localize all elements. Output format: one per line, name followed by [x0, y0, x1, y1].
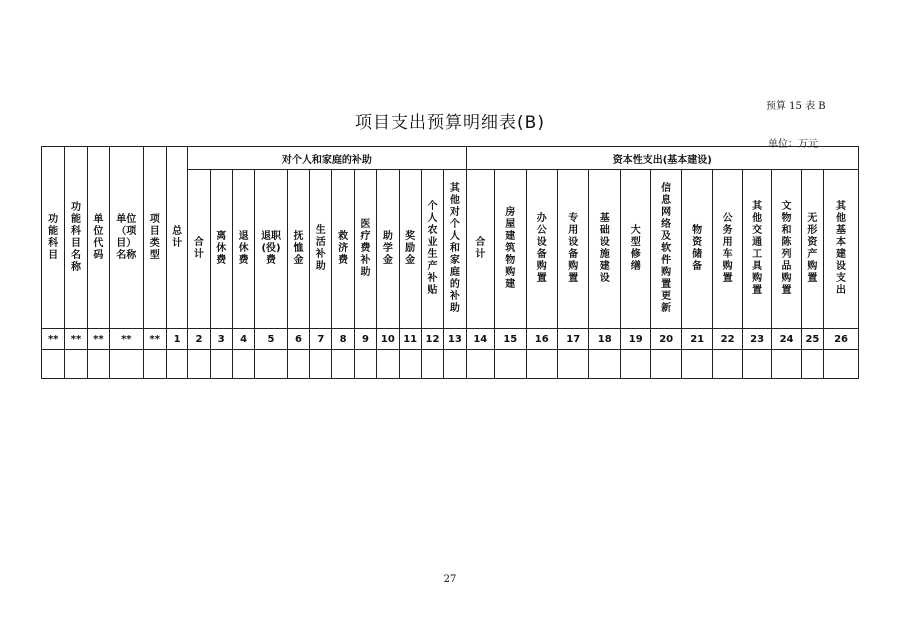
- header-cell: [558, 170, 589, 329]
- header-cell: [713, 170, 742, 329]
- header-cell-text: 救济费: [338, 231, 349, 266]
- number-cell: [824, 329, 859, 350]
- header-cell-text: 房屋建筑物购建: [505, 207, 516, 290]
- empty-cell: [495, 350, 526, 379]
- empty-cell: [772, 350, 801, 379]
- number-cell: [377, 329, 399, 350]
- number-cell: [65, 329, 87, 350]
- header-cell-text: 其他交通工具购置: [752, 201, 763, 296]
- number-cell-text: 24: [779, 333, 794, 345]
- number-cell: [287, 329, 309, 350]
- empty-cell: [526, 350, 557, 379]
- number-cell: [188, 329, 210, 350]
- header-cell: [495, 170, 526, 329]
- number-cell: [354, 329, 376, 350]
- header-cell-text: 退职(役)费: [261, 231, 282, 266]
- header-cell-text: 基础设施建设: [599, 213, 610, 284]
- header-cell-text: 信息网络及软件购置更新: [661, 183, 672, 314]
- header-cell: [354, 170, 376, 329]
- number-cell: [772, 329, 801, 350]
- number-cell-text: 8: [339, 333, 347, 345]
- number-cell-text: 22: [720, 333, 735, 345]
- empty-cell: [42, 350, 65, 379]
- header-cell: [620, 170, 650, 329]
- number-cell-text: **: [47, 333, 59, 345]
- number-cell-text: **: [93, 333, 104, 345]
- header-cell-text: 办公设备购置: [536, 213, 547, 284]
- number-cell-text: 12: [425, 333, 440, 345]
- number-cell-text: 14: [473, 333, 488, 345]
- header-cell: [310, 170, 332, 329]
- empty-cell: [354, 350, 376, 379]
- number-cell: [87, 329, 109, 350]
- number-cell: [166, 329, 187, 350]
- table-row: [42, 350, 859, 379]
- header-cell-text: 文物和陈列品购置: [781, 201, 792, 296]
- number-cell-text: 20: [659, 333, 674, 345]
- header-cell: [421, 170, 443, 329]
- number-cell-text: 13: [447, 333, 462, 345]
- header-cell-text: 功能科目: [48, 213, 59, 261]
- number-cell-text: 9: [362, 333, 369, 345]
- number-cell: [421, 329, 443, 350]
- number-cell-text: 11: [403, 333, 418, 345]
- number-cell: [110, 329, 144, 350]
- header-cell: [166, 147, 187, 329]
- header-cell: [255, 170, 288, 329]
- unit-label: 单位：万元: [768, 139, 818, 150]
- header-cell-text: 生活补助: [315, 225, 326, 272]
- header-cell: [232, 170, 254, 329]
- header-cell-text: 医疗费补助: [360, 219, 371, 278]
- group-header-personal: [188, 147, 466, 170]
- header-cell: [188, 170, 210, 329]
- number-cell: [681, 329, 712, 350]
- header-cell: [287, 170, 309, 329]
- empty-cell: [713, 350, 742, 379]
- empty-cell: [801, 350, 823, 379]
- empty-cell: [310, 350, 332, 379]
- empty-cell: [651, 350, 681, 379]
- header-cell: [210, 170, 232, 329]
- empty-cell: [232, 350, 254, 379]
- number-cell: [143, 329, 166, 350]
- header-cell-text: 合计: [193, 237, 204, 260]
- number-cell: [713, 329, 742, 350]
- header-group-row: [42, 147, 859, 170]
- header-cell: [42, 147, 65, 329]
- number-cell-text: **: [121, 333, 132, 345]
- empty-cell: [742, 350, 771, 379]
- header-cell-text: 专用设备购置: [568, 213, 579, 284]
- header-cell: [377, 170, 399, 329]
- number-cell: [495, 329, 526, 350]
- header-cell-text: 无形资产购置: [807, 213, 818, 284]
- header-cell-text: 物资储备: [692, 225, 703, 272]
- number-cell-text: **: [149, 333, 160, 345]
- header-cell-text: 离休费: [216, 231, 227, 266]
- header-cell: [143, 147, 166, 329]
- number-cell: [801, 329, 823, 350]
- empty-cell: [589, 350, 620, 379]
- empty-cell: [620, 350, 650, 379]
- empty-cell: [681, 350, 712, 379]
- header-cell: [65, 147, 87, 329]
- header-cell-text: 大型修缮: [630, 225, 641, 272]
- header-cell-text: 公务用车购置: [722, 213, 733, 284]
- number-cell: [444, 329, 466, 350]
- number-cell-text: 1: [173, 333, 181, 345]
- header-cell-text: 功能科目名称: [71, 201, 82, 273]
- number-cell-text: 25: [805, 333, 820, 345]
- header-cell-text: 总计: [172, 225, 183, 249]
- header-cell-text: 其他基本建设支出: [836, 201, 847, 296]
- header-cell: [466, 170, 494, 329]
- header-cell: [110, 147, 144, 329]
- number-cell-text: 19: [628, 333, 643, 345]
- number-cell: [651, 329, 681, 350]
- header-cell: [801, 170, 823, 329]
- number-cell: [42, 329, 65, 350]
- number-cell-text: 3: [217, 333, 225, 345]
- number-cell: [310, 329, 332, 350]
- empty-cell: [143, 350, 166, 379]
- page-number: 27: [443, 574, 457, 585]
- number-cell-text: 15: [503, 333, 518, 345]
- header-cell: [742, 170, 771, 329]
- empty-cell: [824, 350, 859, 379]
- header-cell: [772, 170, 801, 329]
- header-cell-text: 退休费: [238, 231, 249, 266]
- number-cell: [742, 329, 771, 350]
- header-cell: [332, 170, 354, 329]
- empty-cell: [287, 350, 309, 379]
- number-cell-text: 23: [750, 333, 765, 345]
- group-header-capital: [466, 147, 858, 170]
- header-cell: [589, 170, 620, 329]
- header-cell: [824, 170, 859, 329]
- header-cell: [526, 170, 557, 329]
- empty-cell: [210, 350, 232, 379]
- header-cell-text: 项目类型: [149, 213, 160, 261]
- number-cell-text: 7: [317, 333, 325, 345]
- empty-cell: [87, 350, 109, 379]
- header-cell: [681, 170, 712, 329]
- empty-cell: [166, 350, 187, 379]
- empty-cell: [110, 350, 144, 379]
- number-cell-text: 5: [267, 333, 275, 345]
- number-cell: [332, 329, 354, 350]
- header-cell-text: 单位（项目）名称: [116, 213, 137, 261]
- empty-cell: [332, 350, 354, 379]
- empty-cell: [188, 350, 210, 379]
- number-cell: [558, 329, 589, 350]
- group-header-capital-text: 资本性支出(基本建设): [612, 154, 712, 166]
- header-cell: [444, 170, 466, 329]
- header-cell: [87, 147, 109, 329]
- header-cell: [651, 170, 681, 329]
- group-header-personal-text: 对个人和家庭的补助: [281, 154, 372, 166]
- number-cell-text: 10: [380, 333, 395, 345]
- empty-cell: [466, 350, 494, 379]
- number-cell: [526, 329, 557, 350]
- empty-cell: [558, 350, 589, 379]
- header-cell-text: 单位代码: [93, 213, 104, 261]
- page-title: 项目支出预算明细表(B): [355, 113, 545, 133]
- number-cell: [210, 329, 232, 350]
- number-cell-text: 4: [240, 333, 248, 345]
- header-cell-text: 奖励金: [405, 231, 416, 266]
- empty-cell: [255, 350, 288, 379]
- number-cell: [589, 329, 620, 350]
- number-cell-text: 6: [294, 333, 302, 345]
- number-cell-text: 16: [534, 333, 549, 345]
- number-cell: [466, 329, 494, 350]
- header-cell-text: 合计: [475, 237, 486, 260]
- number-cell-text: **: [70, 333, 82, 345]
- empty-cell: [399, 350, 421, 379]
- header-cell-text: 助学金: [382, 231, 393, 266]
- number-cell-text: 17: [566, 333, 581, 345]
- empty-cell: [65, 350, 87, 379]
- number-cell-text: 2: [195, 333, 203, 345]
- number-cell: [232, 329, 254, 350]
- budget-table: [41, 146, 859, 379]
- header-cell-text: 其他对个人和家庭的补助: [449, 183, 460, 314]
- empty-cell: [444, 350, 466, 379]
- number-cell-text: 18: [597, 333, 612, 345]
- header-cell-text: 个人农业生产补贴: [427, 201, 438, 296]
- number-cell: [255, 329, 288, 350]
- number-cell: [620, 329, 650, 350]
- header-cell-text: 抚恤金: [293, 231, 304, 266]
- number-row: [42, 329, 859, 350]
- header-cell: [399, 170, 421, 329]
- form-code: 预算 15 表 B: [766, 101, 826, 112]
- empty-cell: [421, 350, 443, 379]
- number-cell-text: 21: [690, 333, 705, 345]
- number-cell: [399, 329, 421, 350]
- number-cell-text: 26: [834, 333, 848, 345]
- empty-cell: [377, 350, 399, 379]
